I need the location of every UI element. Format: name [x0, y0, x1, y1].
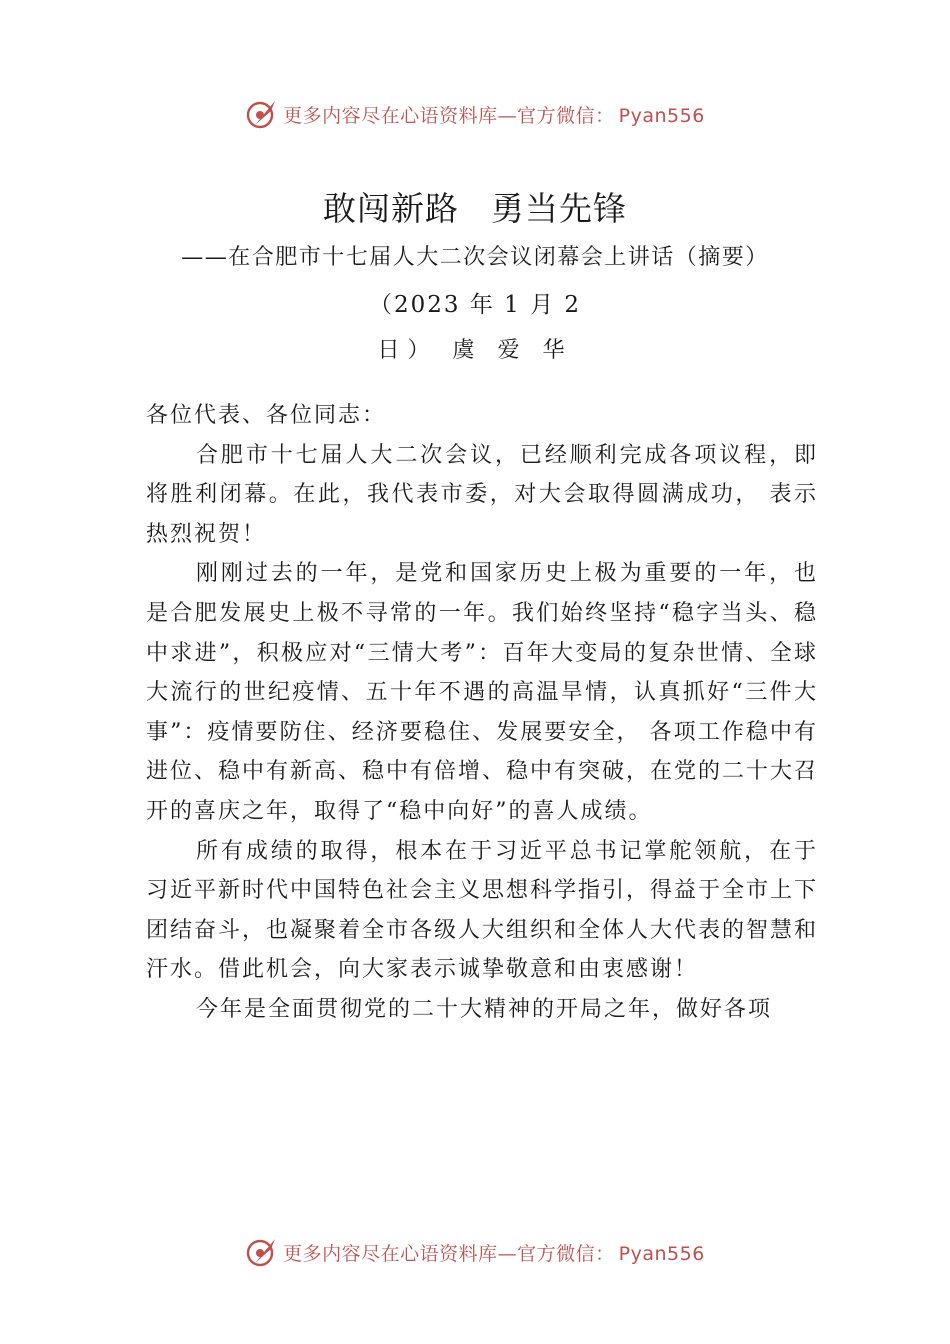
watermark-text: 更多内容尽在心语资料库—官方微信： Pyan556 [283, 1242, 705, 1265]
title-part-1: 敢闯新路 [323, 189, 459, 228]
document-author: 日） 虞 爱 华 [377, 338, 573, 363]
paragraph-2: 刚刚过去的一年，是党和国家历史上极为重要的一年，也是合肥发展史上极不寻常的一年。我们始终坚持“稳字当头、稳中求进”，积极应对“三情大考”：百年大变局的复杂世情、全球大流行的世纪疫情、五十年不遇的高温旱情，认真抓好“三件大事”：疫情要防住、经济要稳住、发展要安全， 各项工作稳中有进位、稳中有新高、稳中有倍增、稳中有突破，在党的二十大召开的喜庆之年，取得了“稳中向好”的喜人成绩。 [146, 561, 819, 824]
header-watermark [0, 94, 950, 134]
watermark-wechat-id: Pyan556 [618, 104, 705, 127]
footer-watermark [0, 1232, 950, 1272]
paragraph-1: 合肥市十七届人大二次会议，已经顺利完成各项议程，即将胜利闭幕。在此，我代表市委，对大会取得圆满成功， 表示热烈祝贺！ [146, 442, 818, 547]
watermark-text: 更多内容尽在心语资料库—官方微信： Pyan556 [283, 104, 705, 127]
salutation: 各位代表、各位同志： [146, 403, 387, 428]
title-part-2: 勇当先锋 [491, 189, 627, 228]
document-date: （2023 年 1 月 2 [368, 292, 582, 318]
document-subtitle: ——在合肥市十七届人大二次会议闭幕会上讲话（摘要） [181, 245, 769, 270]
document-body [146, 396, 818, 1030]
quill-logo-icon [245, 1235, 279, 1269]
document-title [0, 183, 950, 230]
quill-logo-icon [245, 97, 279, 131]
paragraph-3: 所有成绩的取得，根本在于习近平总书记掌舵领航，在于习近平新时代中国特色社会主义思想科学指引，得益于全市上下团结奋斗，也凝聚着全市各级人大组织和全体人大代表的智慧和汗水。借此机会，向大家表示诚挚敬意和由衷感谢！ [146, 838, 819, 983]
paragraph-4: 今年是全面贯彻党的二十大精神的开局之年，做好各项 [196, 996, 773, 1022]
watermark-wechat-id: Pyan556 [618, 1242, 705, 1265]
